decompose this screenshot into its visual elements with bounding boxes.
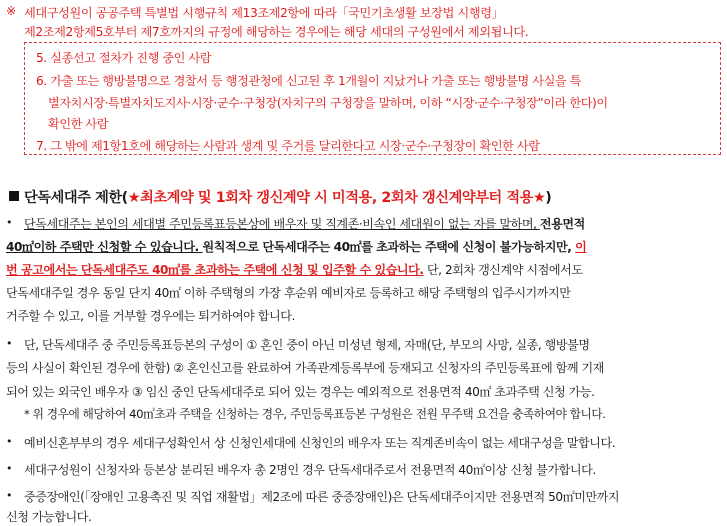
section-title: [24, 187, 551, 207]
b1-area-limit-2: 40㎡이하 주택만 신청할 수 있습니다.: [6, 240, 203, 254]
bullet-4: 세대구성원이 신청자와 등본상 분리된 배우자 총 2명인 경우 단독세대주로서 전용면적 40㎡이상 신청 불가합니다.: [24, 463, 596, 477]
bullet-dot-icon: •: [6, 216, 13, 229]
bullet-1-line-1: [24, 215, 585, 232]
section-title-highlight: ★최초계약 및 1회차 갱신계약 시 미적용, 2회차 갱신계약부터 적용★: [127, 190, 546, 206]
bullet-dot-icon: •: [6, 489, 13, 502]
note-mark: ※: [6, 4, 16, 18]
bullet-dot-icon: •: [6, 435, 13, 448]
b1-renewal: 단, 2회차 갱신계약 시점에서도: [423, 263, 583, 277]
box-item-6-line-3: 확인한 사람: [48, 117, 109, 131]
box-item-6-line-1: 6. 가출 또는 행방불명으로 경찰서 등 행정관청에 신고된 후 1개월이 지났거나 가출 또는 행방불명 사실을 특: [36, 74, 581, 88]
box-item-5: 5. 실종선고 절차가 진행 중인 사람: [36, 51, 212, 65]
bullet-5-line-2: 신청 가능합니다.: [6, 510, 92, 524]
bullet-5-line-1: 중증장애인(「장애인 고용촉진 및 직업 재활법」제2조에 따른 중증장애인)은 단독세대주이지만 전용면적 50㎡미만까지: [24, 490, 620, 504]
bullet-2-footnote: * 위 경우에 해당하여 40㎡초과 주택을 신청하는 경우, 주민등록표등본 구성원은 전원 무주택 요건을 충족하여야 합니다.: [24, 407, 606, 421]
box-item-6-line-2: 별자치시장·특별자치도지사·시장·군수·구청장(자치구의 구청장을 말하며, 이하 “시장·군수·구청장”이라 한다)이: [48, 96, 608, 110]
bullet-1-line-2: [6, 238, 586, 255]
bullet-3: 예비신혼부부의 경우 세대구성확인서 상 신청인세대에 신청인의 배우자 또는 직계존비속이 없는 세대구성을 말합니다.: [24, 436, 616, 450]
note-line-2: 제2조제2항제5호부터 제7호까지의 규정에 해당하는 경우에는 해당 세대의 구성원에서 제외됩니다.: [24, 25, 529, 39]
section-square-icon: [9, 191, 19, 201]
b1-term: 단독세대주는: [24, 217, 92, 231]
bullet-dot-icon: •: [6, 337, 13, 350]
b1-exception-start: 이: [575, 240, 587, 254]
section-title-close: ): [545, 190, 552, 206]
section-title-text: 단독세대주 제한(: [24, 190, 128, 206]
b1-area-limit: 전용면적: [539, 217, 585, 231]
bullet-dot-icon: •: [6, 462, 13, 475]
note-line-1: 세대구성원이 공공주택 특별법 시행규칙 제13조제2항에 따라「국민기초생활 보장법 시행령」: [24, 6, 504, 20]
bullet-1-line-5: 거주할 수 있고, 이를 거부할 경우에는 퇴거하여야 합니다.: [6, 309, 295, 323]
b1-exception: 번 공고에서는 단독세대주도 40㎡를 초과하는 주택에 신청 및 입주할 수 있습니다.: [6, 263, 424, 277]
bullet-2-line-3: 되어 있는 외국인 배우자 ③ 임신 중인 단독세대주로 되어 있는 경우는 예외적으로 전용면적 40㎡ 초과주택 신청 가능.: [6, 385, 595, 399]
bullet-2-line-2: 등의 사실이 확인된 경우에 한함) ② 혼인신고를 완료하여 가족관계등록부에 등재되고 신청자의 주민등록표에 함께 기재: [6, 361, 604, 375]
bullet-1-line-4: 단독세대주일 경우 동일 단지 40㎡ 이하 주택형의 가장 후순위 예비자로 등록하고 해당 주택형의 입주시기까지만: [6, 286, 571, 300]
bullet-2-line-1: 단, 단독세대주 중 주민등록표등본의 구성이 ① 혼인 중이 아닌 미성년 형제, 자매(단, 부모의 사망, 실종, 행방불명: [24, 338, 590, 352]
b1-definition: 본인의 세대별 주민등록표등본상에 배우자 및 직계존·비속인 세대원이 없는 자를 말하며,: [91, 217, 540, 231]
bullet-1-line-3: [6, 261, 583, 278]
b1-principle: 원칙적으로 단독세대주는 40㎡를 초과하는 주택에 신청이 불가능하지만,: [202, 240, 576, 254]
box-item-7: 7. 그 밖에 제1항1호에 해당하는 사람과 생계 및 주거를 달리한다고 시장·군수·구청장이 확인한 사람: [36, 139, 540, 153]
